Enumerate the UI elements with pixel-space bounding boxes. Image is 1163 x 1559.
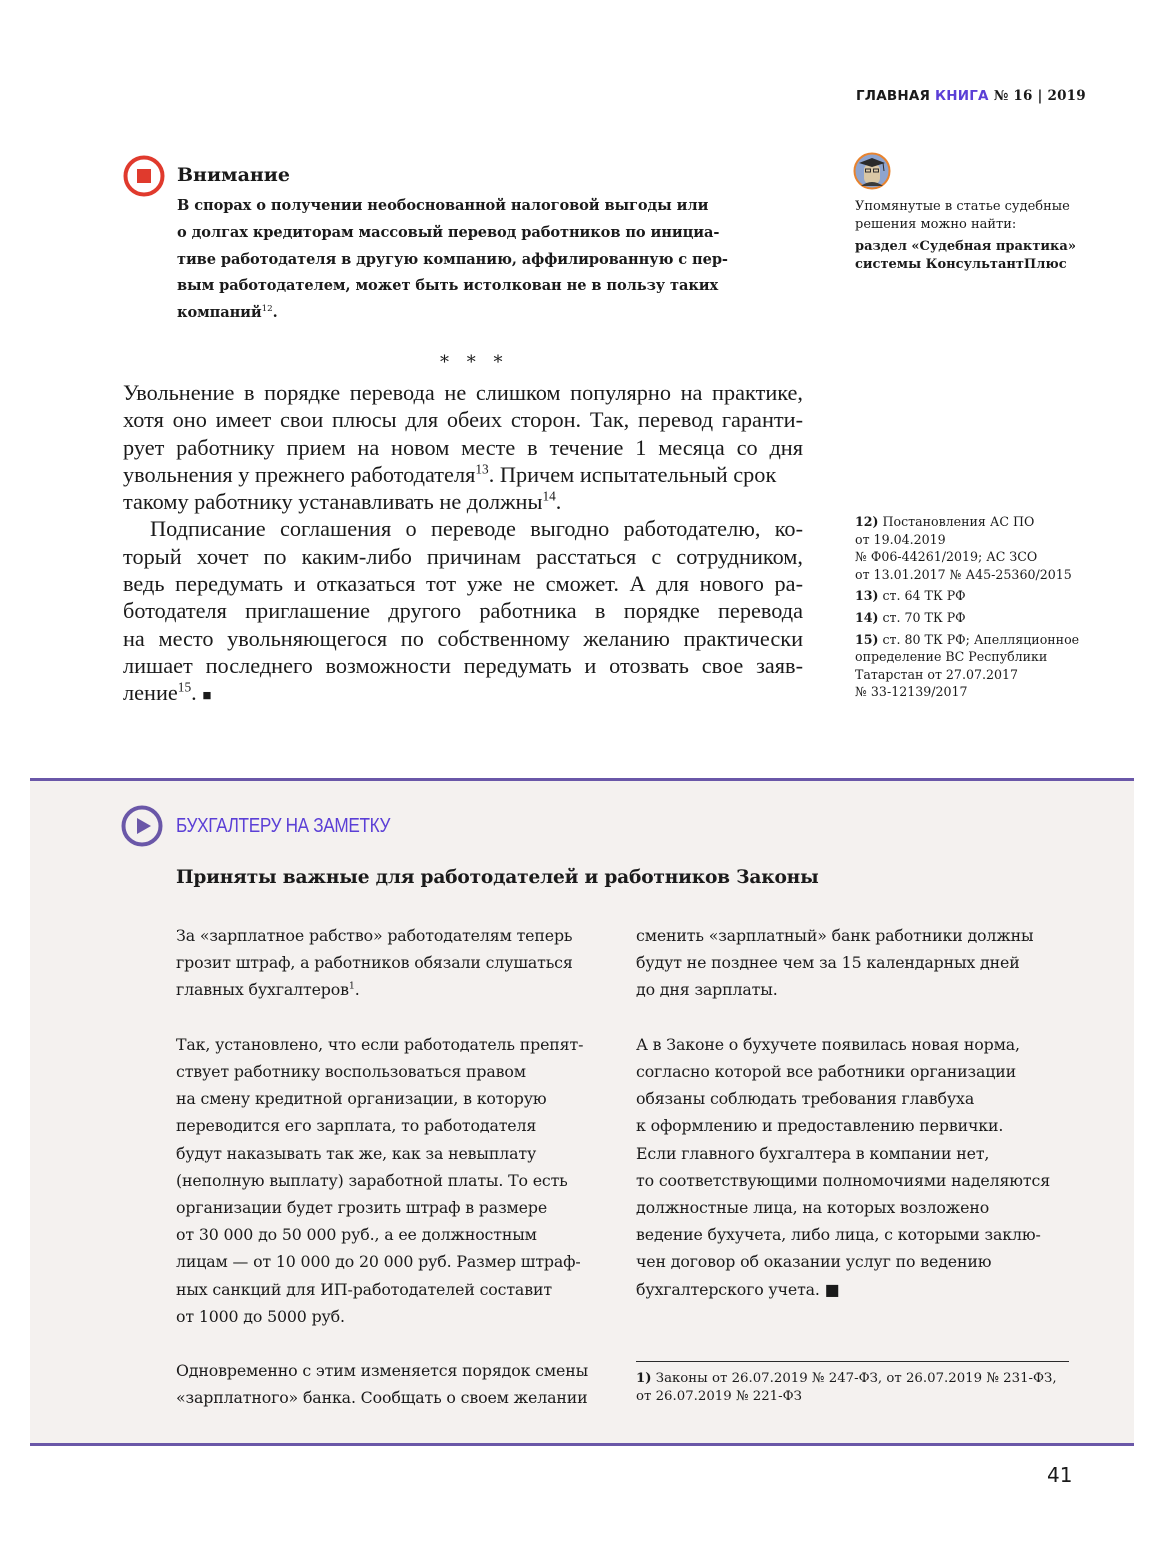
footnote-ref-12[interactable]: 12 bbox=[261, 304, 273, 315]
note-line: Упомянутые в статье судебные bbox=[855, 199, 1070, 214]
text-line: сменить «зарплатный» банк работники должны bbox=[636, 926, 1034, 945]
footnote-12 bbox=[855, 513, 1085, 583]
attention-period: . bbox=[272, 304, 278, 322]
text-line: Если главного бухгалтера в компании нет, bbox=[636, 1143, 990, 1163]
text-line bbox=[636, 1276, 1076, 1303]
text-line: «зарплатного» банка. Сообщать о своем желании bbox=[176, 1388, 588, 1408]
note-section-label: БУХГАЛТЕРУ НА ЗАМЕТКУ bbox=[176, 815, 391, 837]
note-paragraph bbox=[176, 1031, 616, 1330]
brand-name-part2: КНИГА bbox=[935, 88, 989, 104]
text-fragment: . Причем испытательный срок bbox=[488, 461, 777, 487]
attention-body bbox=[177, 193, 767, 327]
issue-number: № 16 | 2019 bbox=[993, 88, 1086, 104]
attention-title: Внимание bbox=[177, 164, 290, 186]
footnote-14 bbox=[855, 609, 1085, 627]
footnote-number: 14) bbox=[855, 609, 879, 625]
text-line: лишает последнего возможности передумать и отозвать свое заяв- bbox=[123, 652, 803, 678]
note-line: решения можно найти: bbox=[855, 217, 1017, 232]
text-line: хотя оно имеет свои плюсы для обеих сторон. Так, перевод гаранти- bbox=[123, 407, 803, 433]
text-line: торый хочет по каким-либо причинам расстаться с сотрудником, bbox=[123, 543, 803, 569]
text-line: Подписание соглашения о переводе выгодно работодателю, ко- bbox=[150, 516, 803, 542]
attention-line: тиве работодателя в другую компанию, аффилированную с пер- bbox=[177, 250, 728, 268]
text-line bbox=[176, 976, 616, 1003]
main-article-text bbox=[123, 379, 803, 711]
text-line: от 30 000 до 50 000 руб., а ее должностным bbox=[176, 1225, 537, 1245]
footnote-text: ст. 70 ТК РФ bbox=[882, 609, 966, 625]
text-fragment: ление bbox=[123, 680, 178, 706]
text-line: до дня зарплаты. bbox=[636, 980, 778, 1000]
footnotes-list bbox=[855, 513, 1085, 705]
text-line bbox=[123, 679, 803, 710]
footnote-number: 1) bbox=[636, 1371, 652, 1386]
text-fragment: . bbox=[354, 980, 360, 1000]
note-title: Приняты важные для работодателей и работников Законы bbox=[176, 867, 819, 888]
source-line: раздел «Судебная практика» bbox=[855, 239, 1076, 254]
note-paragraph bbox=[636, 1031, 1076, 1303]
text-line: согласно которой все работники организации bbox=[636, 1062, 1017, 1081]
text-line: к оформлению и предоставлению первички. bbox=[636, 1116, 1004, 1136]
footnote-text: ст. 64 ТК РФ bbox=[882, 588, 966, 604]
text-line: грозит штраф, а работников обязали слушаться bbox=[176, 953, 573, 973]
text-line bbox=[123, 461, 803, 488]
play-circle-icon bbox=[121, 805, 163, 847]
end-of-article-mark: ■ bbox=[202, 688, 212, 705]
text-line: на место увольняющегося по собственному желанию практически bbox=[123, 625, 803, 651]
note-paragraph bbox=[636, 922, 1076, 1004]
footnote-ref-14[interactable]: 14 bbox=[542, 488, 556, 504]
text-line: ствует работнику воспользоваться правом bbox=[176, 1062, 526, 1081]
text-fragment: такому работнику устанавливать не должны bbox=[123, 489, 543, 515]
text-line: лицам — от 10 000 до 20 000 руб. Размер штраф- bbox=[176, 1252, 581, 1272]
text-line: ведь передумать и отказаться тот уже не сможет. А для нового ра- bbox=[123, 571, 803, 597]
text-line: должностные лица, на которых возложено bbox=[636, 1198, 990, 1218]
footnote-13 bbox=[855, 587, 1085, 605]
text-line: будут не позднее чем за 15 календарных дней bbox=[636, 953, 1020, 973]
footnote-text: Татарстан от 27.07.2017 bbox=[855, 666, 1019, 682]
footnote-ref-1[interactable]: 1 bbox=[348, 981, 355, 993]
text-line: рует работнику прием на новом месте в течение 1 месяца со дня bbox=[123, 434, 803, 460]
text-line: ботодателя приглашение другого работника в порядке перевода bbox=[123, 598, 803, 624]
stop-square-icon bbox=[123, 155, 165, 197]
attention-line: В спорах о получении необоснованной налоговой выгоды или bbox=[177, 197, 709, 214]
attention-line: о долгах кредиторам массовый перевод работников по инициа- bbox=[177, 223, 720, 241]
footnote-text: ст. 80 ТК РФ; Апелляционное bbox=[882, 631, 1080, 647]
footnote-number: 13) bbox=[855, 588, 879, 604]
end-of-note-mark: ■ bbox=[824, 1279, 840, 1299]
text-line bbox=[123, 488, 803, 515]
footnote-text: от 26.07.2019 № 221-ФЗ bbox=[636, 1389, 802, 1404]
text-line: переводится его зарплата, то работодателя bbox=[176, 1116, 537, 1136]
text-line: Одновременно с этим изменяется порядок смены bbox=[176, 1361, 589, 1381]
section-separator: * * * bbox=[440, 352, 509, 373]
text-line: За «зарплатное рабство» работодателям теперь bbox=[176, 926, 573, 945]
masthead bbox=[856, 88, 1086, 104]
footnote-text: Постановления АС ПО bbox=[882, 514, 1035, 529]
text-line: Так, установлено, что если работодатель препят- bbox=[176, 1034, 584, 1054]
case-law-note bbox=[855, 198, 1085, 274]
brand-name-part1: ГЛАВНАЯ bbox=[856, 88, 931, 104]
text-line: ных санкций для ИП-работодателей составит bbox=[176, 1279, 552, 1299]
note-paragraph bbox=[176, 922, 616, 1004]
footnote-text: от 19.04.2019 bbox=[855, 531, 946, 547]
footnote-text: от 13.01.2017 № А45-25360/2015 bbox=[855, 566, 1072, 582]
note-source bbox=[855, 238, 1085, 274]
footnote-text: Законы от 26.07.2019 № 247-ФЗ, от 26.07.2019 № 231-ФЗ, bbox=[655, 1371, 1057, 1386]
text-line: организации будет грозить штраф в размере bbox=[176, 1198, 548, 1218]
footnote-number: 12) bbox=[855, 514, 879, 529]
attention-line: вым работодателем, может быть истолкован не в пользу таких bbox=[177, 277, 719, 295]
source-line: системы КонсультантПлюс bbox=[855, 257, 1067, 272]
text-line: ведение бухучета, либо лица, с которыми заклю- bbox=[636, 1225, 1041, 1245]
text-line: обязаны соблюдать требования главбуха bbox=[636, 1089, 975, 1109]
judge-avatar-icon bbox=[853, 152, 891, 190]
text-line: от 1000 до 5000 руб. bbox=[176, 1306, 345, 1326]
text-fragment: увольнения у прежнего работодателя bbox=[123, 461, 476, 487]
footnote-15 bbox=[855, 631, 1085, 701]
footnote-text: № Ф06-44261/2019; АС ЗСО bbox=[855, 549, 1038, 565]
text-fragment: главных бухгалтеров bbox=[176, 980, 349, 1000]
note-right-column bbox=[636, 922, 1076, 1303]
footnote-number: 15) bbox=[855, 631, 879, 647]
text-fragment: . bbox=[191, 680, 197, 706]
footnote-ref-13[interactable]: 13 bbox=[475, 461, 489, 477]
text-line: чен договор об оказании услуг по ведению bbox=[636, 1252, 992, 1272]
attention-line bbox=[177, 300, 767, 327]
page-number: 41 bbox=[1047, 1463, 1073, 1487]
text-line: (неполную выплату) заработной платы. То есть bbox=[176, 1170, 568, 1190]
footnote-ref-15[interactable]: 15 bbox=[177, 679, 192, 695]
note-left-column bbox=[176, 922, 616, 1412]
note-footnote-1 bbox=[636, 1370, 1076, 1406]
text-line: Увольнение в порядке перевода не слишком популярно на практике, bbox=[123, 380, 803, 405]
footnote-text: № 33-12139/2017 bbox=[855, 684, 968, 700]
text-fragment: бухгалтерского учета. bbox=[636, 1279, 820, 1299]
text-line: будут наказывать так же, как за невыплату bbox=[176, 1143, 537, 1163]
text-line: на смену кредитной организации, в которую bbox=[176, 1089, 547, 1109]
attention-last-text: компаний bbox=[177, 304, 262, 322]
footnote-text: определение ВС Республики bbox=[855, 649, 1048, 665]
text-line: то соответствующими полномочиями наделяются bbox=[636, 1170, 1051, 1190]
text-line: А в Законе о бухучете появилась новая норма, bbox=[636, 1034, 1020, 1054]
text-fragment: . bbox=[555, 489, 562, 515]
footnote-divider bbox=[636, 1361, 1069, 1362]
note-paragraph bbox=[176, 1357, 616, 1411]
